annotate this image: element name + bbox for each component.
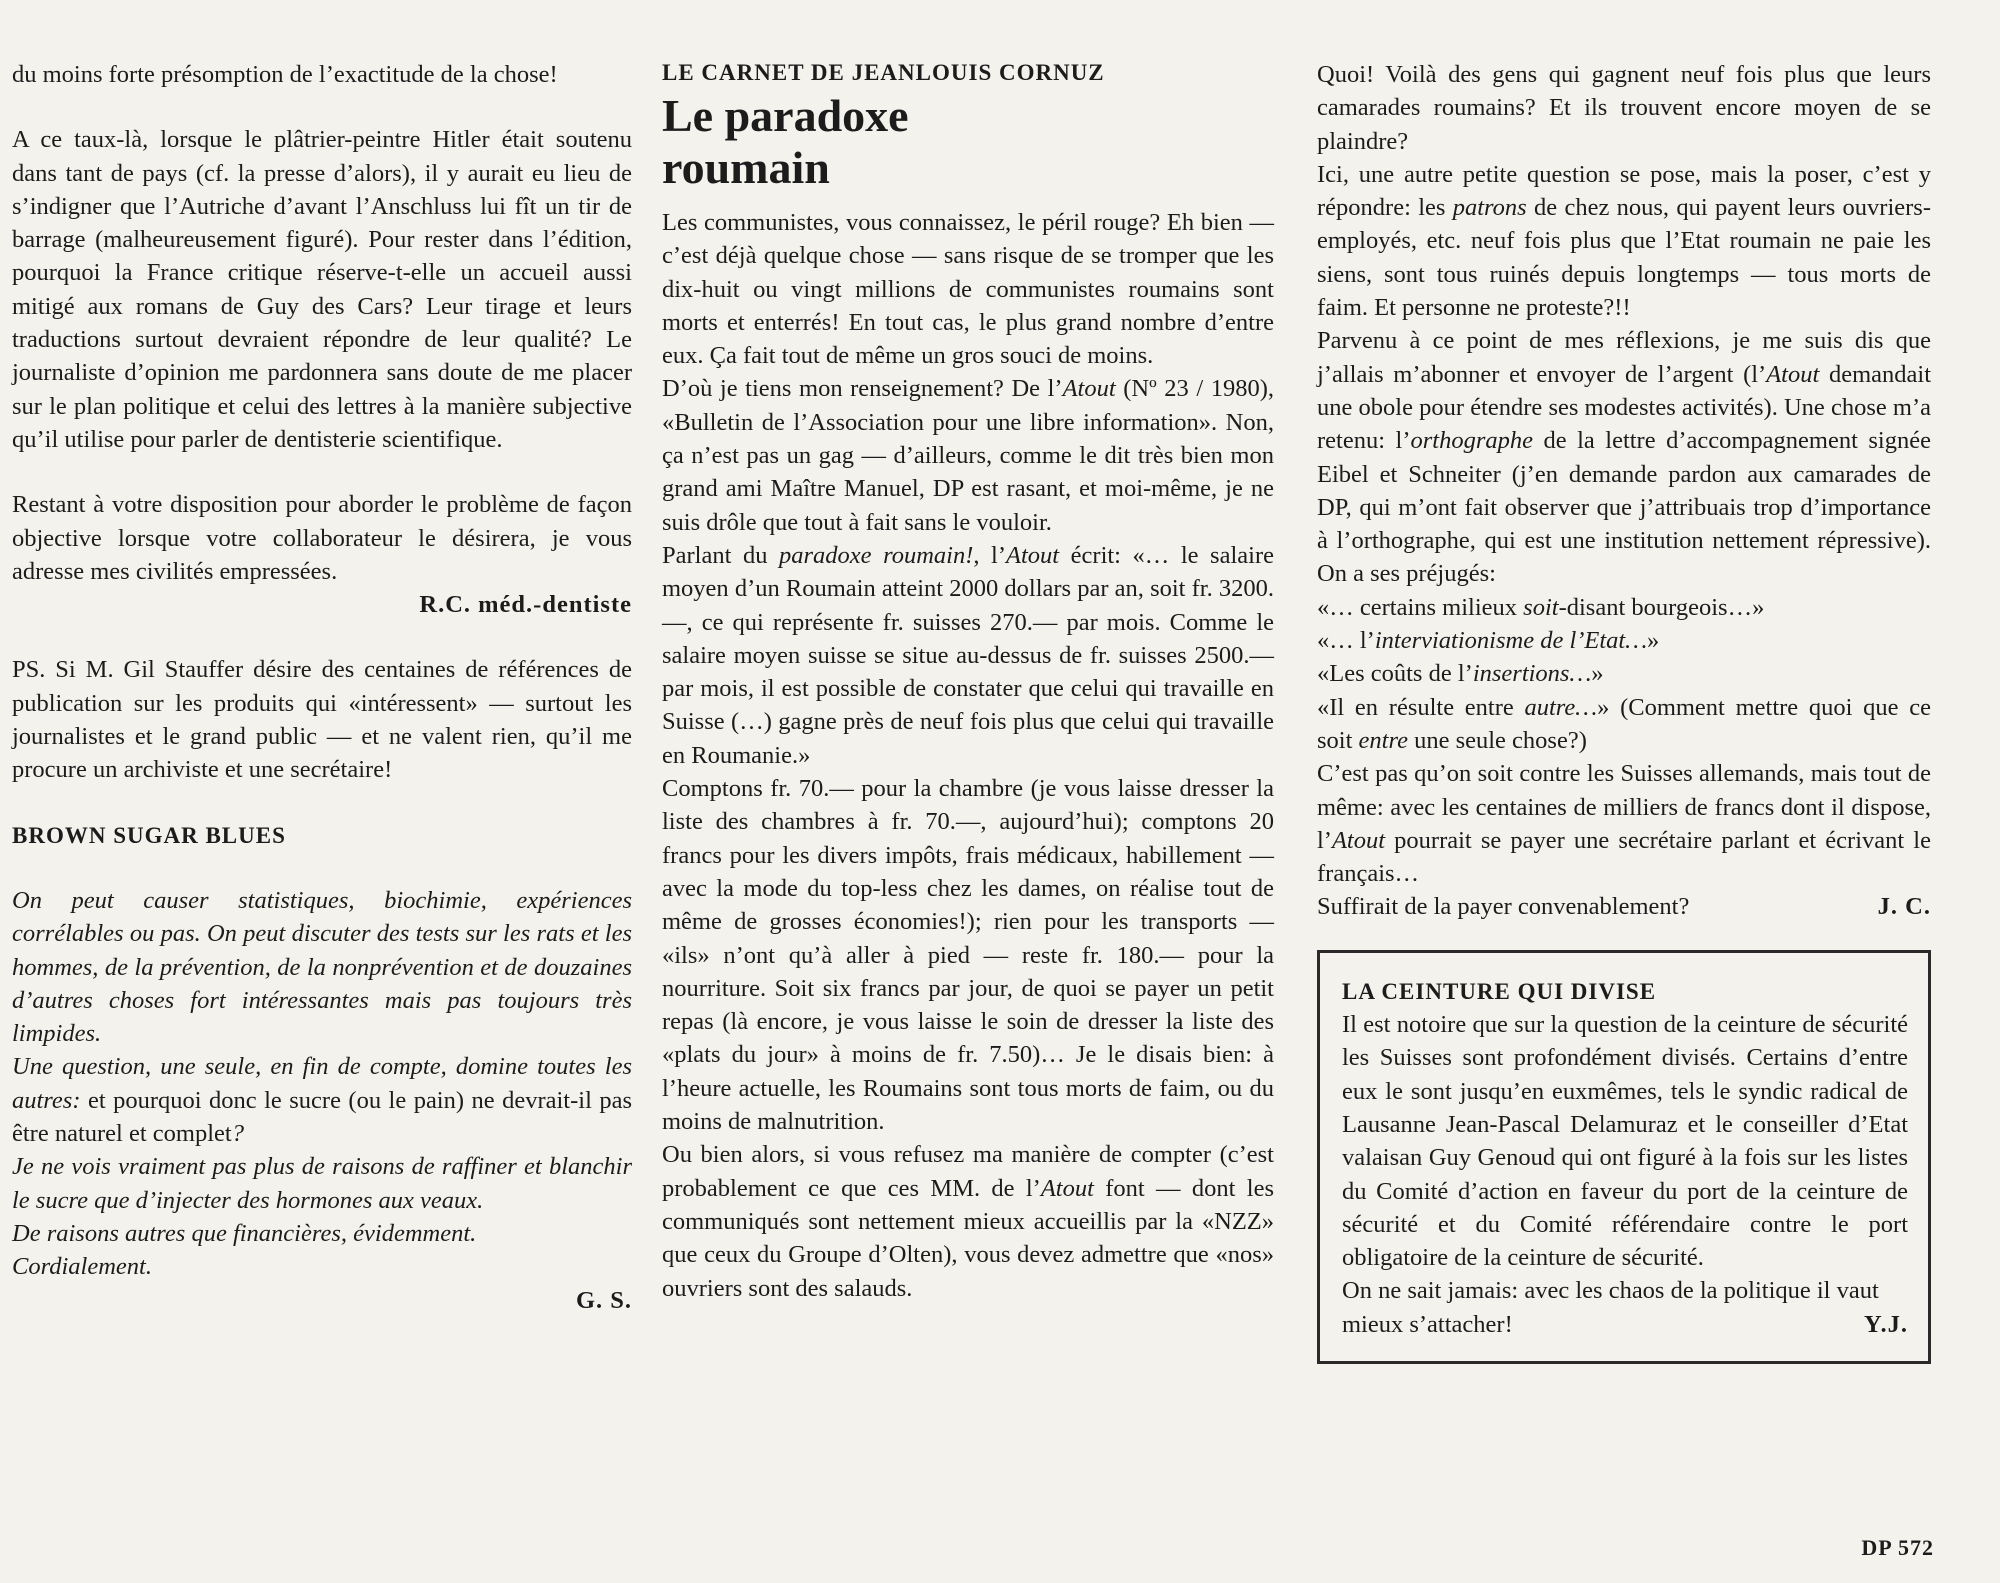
paragraph: Comptons fr. 70.— pour la chambre (je vous laisse dresser la liste des chambres à fr. 70.—, aujourd’hui); comptons 20 francs pour les divers impôts, frais médicaux, habillement — avec la mode du top-less chez les dames, on réalise tout de même de grosses économies!); rien pour les transports — «ils» n’ont qu’à aller à pied — reste fr. 180.— pour la nourriture. Soit six francs par jour, de quoi se payer un petit repas (là encore, je vous laisse le soin de dresser la liste des «plats du jour» à moins de fr. 7.50)… Je le disais bien: à l’heure actuelle, les Roumains sont tous morts de faim, ou du moins de malnutrition. — [662, 775, 1274, 1136]
italic-text: patrons — [1452, 194, 1527, 222]
paragraph: du moins forte présomption de l’exactitude de la chose! — [12, 61, 558, 88]
italic-text: insertions… — [1472, 660, 1592, 688]
text: C’est pas qu’on soit contre les Suisses allemands, mais tout de même: avec les centaines de milliers de francs dont il dispose, l’ — [1317, 760, 1931, 854]
text: » — [1647, 627, 1660, 655]
italic-text: Atout — [1040, 1174, 1094, 1202]
text: de la lettre d’accompagnement signée Eibel et Schneiter (j’en demande pardon aux camarades de DP, qui m’ont fait observer que j’attribuais trop d’importance à l’orthographe, qui est une institution nettement répressive). On a ses préjugés: — [1317, 427, 1931, 588]
italic-text: Atout — [1766, 360, 1820, 388]
text: (Nº 23 / 1980), «Bulletin de l’Association pour une libre information». Non, ça n’est pas un gag — d’ailleurs, comme le dit très bien mon grand ami Maître Manuel, DP est rasant, et moi-même, je ne suis drôle que tout à fait sans le vouloir. — [662, 375, 1274, 536]
paragraph — [662, 539, 1274, 772]
paragraph — [662, 1138, 1274, 1304]
text: » (Comment mettre quoi que ce soit — [1317, 693, 1931, 754]
text: On ne sait jamais: avec les chaos de la politique il vaut mieux s’attacher! — [1342, 1277, 1879, 1338]
text: Ici, une autre petite question se pose, mais la poser, c’est y répondre: les — [1317, 160, 1931, 222]
paragraph: A ce taux-là, lorsque le plâtrier-peintre Hitler était soutenu dans tant de pays (cf. la presse d’alors), il y aurait eu lieu de s’indigner que l’Autriche d’avant l’Anschluss lui fît un tir de barrage (malheureusement figuré). Pour rester dans l’édition, pourquoi la France critique réserve-t-elle un accueil aussi mitigé aux romans de Guy des Cars? Leur tirage et leurs traductions surtout devraient répondre de leur qualité? Le journaliste d’opinion me pardonnera sans doute de me placer sur le plan politique et celui des lettres à la manière subjective qu’il utilise pour parler de dentisterie scientifique. — [12, 126, 632, 453]
text: Parlant du — [662, 541, 779, 569]
paragraph: Je ne vois vraiment pas plus de raisons de raffiner et blanchir le sucre que d’injecter des hormones aux veaux. — [12, 1153, 632, 1214]
italic-text: Atout — [1006, 541, 1060, 569]
italic-text: orthographe — [1410, 427, 1533, 455]
paragraph: De raisons autres que financières, évidemment. — [12, 1219, 477, 1247]
text: , l’ — [973, 541, 1007, 569]
paragraph: PS. Si M. Gil Stauffer désire des centaines de références de publication sur les produits qui «intéressent» — surtout les journalistes et le grand public — et ne valent rien, qu’il me procure un archiviste et une secrétaire! — [12, 656, 632, 784]
paragraph: On peut causer statistiques, biochimie, expériences corrélables ou pas. On peut discuter des tests sur les rats et les hommes, de la prévention, de la nonprévention et de douzaines d’autres choses fort intéressantes mais pas toujours très limpides. — [12, 886, 632, 1048]
signature: R.C. méd.-dentiste — [419, 591, 632, 619]
closing-line — [1317, 890, 1931, 923]
quote-line — [1317, 691, 1931, 758]
italic-text: interviationisme de l’Etat… — [1374, 627, 1648, 655]
quote-line — [1317, 657, 1931, 690]
text: «… l’ — [1317, 627, 1375, 655]
text: Ou bien alors, si vous refusez ma manière de compter (c’est probablement ce que ces MM. de l’ — [662, 1141, 1274, 1202]
italic-text: Atout — [1062, 375, 1116, 403]
paragraph — [1317, 757, 1931, 890]
paragraph: Les communistes, vous connaissez, le péril rouge? Eh bien — c’est déjà quelque chose — sans risque de se tromper que les dix-huit ou vingt millions de communistes roumains sont morts et enterrés! En tout cas, le plus grand nombre d’entre eux. Ça fait tout de même un gros souci de moins. — [662, 209, 1274, 370]
title-line: Le paradoxe — [662, 90, 909, 141]
italic-text: soit — [1523, 593, 1559, 621]
article-kicker: LE CARNET DE JEANLOUIS CORNUZ — [662, 60, 1105, 85]
text: Suffirait de la payer convenablement? — [1317, 893, 1690, 921]
italic-text: Atout — [1331, 826, 1386, 854]
paragraph: Cordialement. — [12, 1253, 152, 1281]
signature: G. S. — [575, 1286, 632, 1314]
italic-text: Une question, une seule, en fin de compte, domine toutes les autres: — [12, 1053, 632, 1114]
italic-text: autre… — [1524, 693, 1598, 721]
text: de chez nous, qui payent leurs ouvriers-employés, etc. neuf fois plus que l’Etat roumain ne paie les siens, sont tous ruinés depuis longtemps — tous morts de faim. Et personne ne proteste?!! — [1317, 194, 1931, 322]
text: font — dont les communiqués sont nettement mieux accueillis par la «NZZ» que ceux du Groupe d’Olten), vous devez admettre que «nos» ouvriers sont des salauds. — [662, 1174, 1274, 1302]
quote-line — [1317, 591, 1931, 624]
text: «Les coûts de l’ — [1317, 660, 1473, 688]
italic-text: paradoxe roumain! — [779, 541, 974, 569]
paragraph — [1317, 324, 1931, 590]
text: écrit: «… le salaire moyen d’un Roumain atteint 2000 dollars par an, soit fr. 3200.—, ce qui représente fr. suisses 270.— par mois. Comme le salaire moyen suisse se situe au-dessus de fr. suisses 2500.— par mois, il est possible de constater que celui qui travaille en Suisse (…) gagne près de neuf fois plus que celui qui travaille en Roumanie.» — [662, 541, 1274, 769]
title-line: roumain — [662, 142, 830, 193]
paragraph — [1317, 158, 1931, 324]
paragraph — [662, 372, 1274, 538]
text: «… certains milieux — [1317, 593, 1524, 621]
column-middle — [662, 58, 1274, 1305]
text: D’où je tiens mon renseignement? De l’ — [662, 375, 1063, 403]
italic-text: entre — [1358, 726, 1408, 754]
article-title — [662, 90, 1274, 194]
signature: Y.J. — [1864, 1310, 1908, 1338]
closing-line — [1342, 1274, 1908, 1341]
text: pourrait se payer une secrétaire parlant et écrivant le français… — [1317, 826, 1931, 888]
column-right — [1317, 58, 1931, 1364]
italic-text: ? — [231, 1120, 244, 1148]
text: et pourquoi donc le sucre (ou le pain) ne devrait-il pas être naturel et complet — [12, 1086, 632, 1148]
boxed-article — [1317, 950, 1931, 1365]
column-left — [12, 58, 632, 1317]
text: «Il en résulte entre — [1317, 693, 1525, 721]
paragraph — [12, 1050, 632, 1150]
paragraph: Restant à votre disposition pour aborder le problème de façon objective lorsque votre collaborateur le désirera, je vous adresse mes civilités empressées. — [12, 491, 632, 585]
paragraph: Quoi! Voilà des gens qui gagnent neuf fois plus que leurs camarades roumains? Et ils trouvent encore moyen de se plaindre? — [1317, 61, 1931, 155]
signature: J. C. — [1877, 893, 1931, 921]
text: une seule chose?) — [1407, 726, 1587, 754]
box-heading: LA CEINTURE QUI DIVISE — [1342, 978, 1657, 1004]
page-footer: DP 572 — [1861, 1535, 1934, 1560]
section-heading: BROWN SUGAR BLUES — [12, 822, 286, 848]
quote-line — [1317, 624, 1931, 657]
text: -disant bourgeois…» — [1558, 593, 1765, 621]
text: » — [1591, 660, 1604, 688]
paragraph: Il est notoire que sur la question de la ceinture de sécurité les Suisses sont profondément divisés. Certains d’entre eux le sont jusqu’en euxmêmes, tels le syndic radical de Lausanne Jean-Pascal Delamuraz et le conseiller d’Etat valaisan Guy Genoud qui ont figuré à la fois sur les listes du Comité d’action en faveur du port de la ceinture de sécurité et du Comité référendaire contre le port obligatoire de la ceinture de sécurité. — [1342, 1011, 1908, 1272]
text: demandait une obole pour étendre ses modestes activités). Une chose m’a retenu: l’ — [1317, 360, 1931, 455]
text: Parvenu à ce point de mes réflexions, je me suis dis que j’allais m’abonner et envoyer de l’argent (l’ — [1317, 327, 1931, 388]
